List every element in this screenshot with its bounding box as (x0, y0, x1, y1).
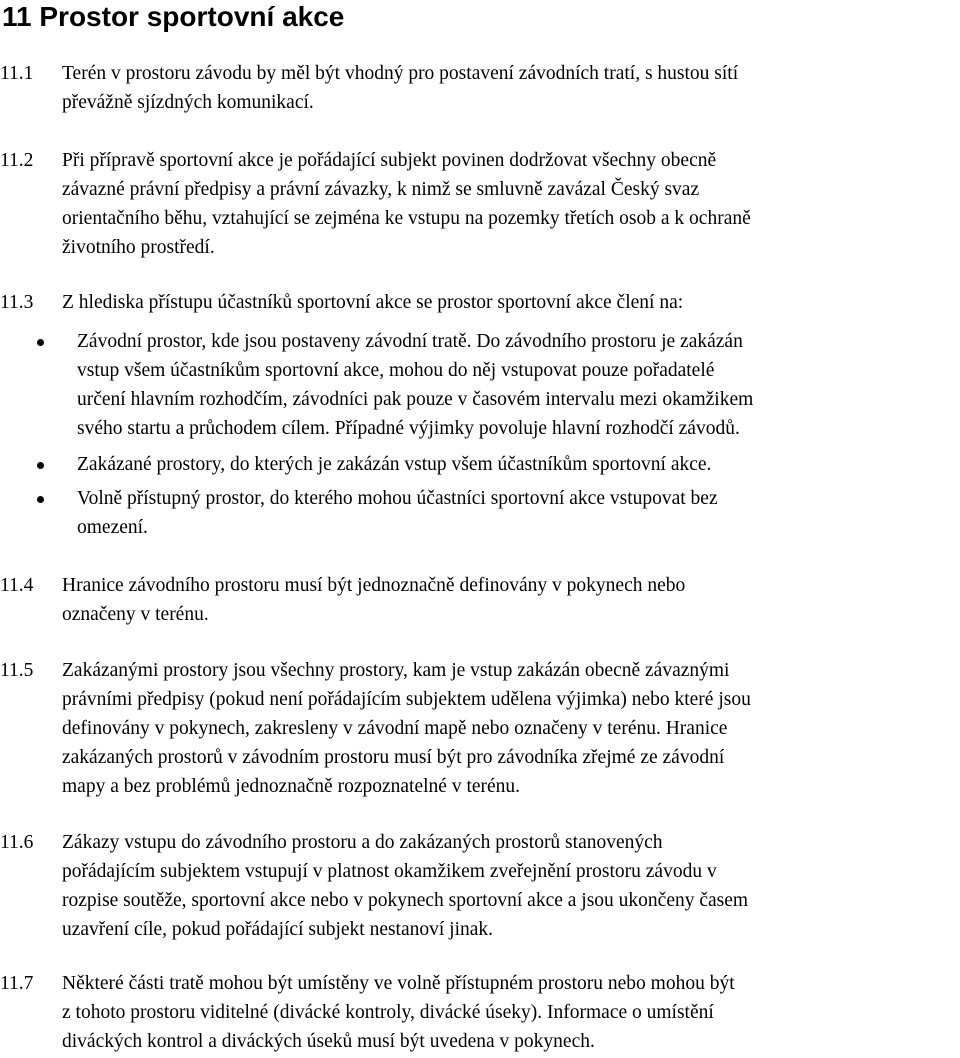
text-line: životního prostředí. (62, 237, 215, 258)
text-line: Terén v prostoru závodu by měl být vhodný pro postavení závodních tratí, s hustou sítí (62, 63, 739, 84)
text-line: označeny v terénu. (62, 604, 209, 625)
section-text (62, 59, 958, 117)
section-text (62, 146, 958, 262)
bullet-text (77, 450, 958, 479)
text-line: orientačního běhu, vztahující se zejména ke vstupu na pozemky třetích osob a k ochraně (62, 208, 751, 229)
bullet-text (77, 484, 958, 542)
text-line: zakázaných prostorů v závodním prostoru musí být pro závodníka zřejmé ze závodní (62, 747, 725, 768)
text-line: omezení. (77, 517, 148, 538)
text-line: Z hlediska přístupu účastníků sportovní akce se prostor sportovní akce člení na: (62, 292, 684, 313)
text-line: právními předpisy (pokud není pořádajícím subjektem udělena výjimka) nebo které jsou (62, 689, 751, 710)
text-line: definovány v pokynech, zakresleny v závodní mapě nebo označeny v terénu. Hranice (62, 718, 728, 739)
text-line: vstup všem účastníkům sportovní akce, mohou do něj vstupovat pouze pořadatelé (77, 360, 715, 381)
text-line: diváckých kontrol a diváckých úseků musí být uvedena v pokynech. (62, 1031, 595, 1052)
bullet-icon (37, 339, 44, 346)
chapter-heading: 11 Prostor sportovní akce (2, 1, 345, 32)
section-number: 11.5 (0, 660, 34, 681)
text-line: převážně sjízdných komunikací. (62, 92, 314, 113)
section-number: 11.7 (0, 973, 34, 994)
text-line: Zákazy vstupu do závodního prostoru a do zakázaných prostorů stanovených (62, 832, 663, 853)
section-number: 11.1 (0, 63, 34, 84)
text-line: pořádajícím subjektem vstupují v platnost okamžikem zveřejnění prostoru závodu v (62, 861, 717, 882)
text-line: závazné právní předpisy a právní závazky, k nimž se smluvně zavázal Český svaz (62, 179, 700, 200)
text-line: Hranice závodního prostoru musí být jednoznačně definovány v pokynech nebo (62, 575, 686, 596)
text-line: uzavření cíle, pokud pořádající subjekt nestanoví jinak. (62, 919, 494, 940)
text-line: rozpise soutěže, sportovní akce nebo v pokynech sportovní akce a jsou ukončeny časem (62, 890, 749, 911)
section-text (62, 828, 958, 944)
section-number: 11.6 (0, 832, 34, 853)
text-line: Zakázané prostory, do kterých je zakázán vstup všem účastníkům sportovní akce. (77, 454, 712, 475)
bullet-text (77, 327, 958, 443)
text-line: Některé části tratě mohou být umístěny ve volně přístupném prostoru nebo mohou být (62, 973, 735, 994)
text-line: svého startu a průchodem cílem. Případné výjimky povoluje hlavní rozhodčí závodů. (77, 418, 740, 439)
section-text (62, 969, 958, 1056)
section-text (62, 288, 958, 317)
section-text (62, 571, 958, 629)
bullet-icon (37, 496, 44, 503)
text-line: Zakázanými prostory jsou všechny prostory, kam je vstup zakázán obecně závaznými (62, 660, 730, 681)
text-line: mapy a bez problémů jednoznačně rozpoznatelné v terénu. (62, 776, 521, 797)
text-line: Závodní prostor, kde jsou postaveny závodní tratě. Do závodního prostoru je zakázán (77, 331, 743, 352)
text-line: Při přípravě sportovní akce je pořádající subjekt povinen dodržovat všechny obecně (62, 150, 717, 171)
section-text (62, 656, 958, 801)
text-line: Volně přístupný prostor, do kterého mohou účastníci sportovní akce vstupovat bez (77, 488, 718, 509)
text-line: z tohoto prostoru viditelné (divácké kontroly, divácké úseky). Informace o umístění (62, 1002, 714, 1023)
section-number: 11.4 (0, 575, 34, 596)
text-line: určení hlavním rozhodčím, závodníci pak pouze v časovém intervalu mezi okamžikem (77, 389, 754, 410)
section-number: 11.2 (0, 150, 34, 171)
bullet-icon (37, 462, 44, 469)
section-number: 11.3 (0, 292, 34, 313)
